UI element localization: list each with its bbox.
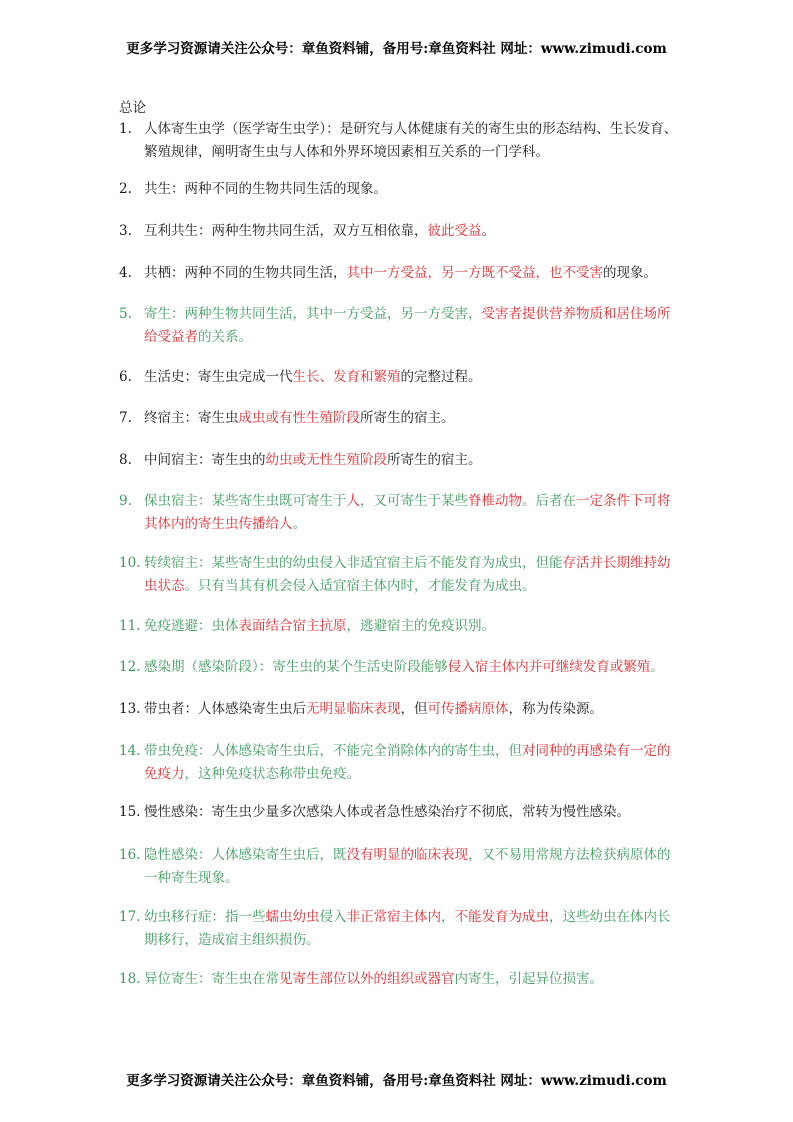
body-text: 终宿主：寄生虫 xyxy=(144,410,239,426)
highlight-text: 成虫或有性生殖阶段 xyxy=(238,410,360,426)
body-text: 隐性感染：人体感染寄生虫后，既 xyxy=(144,847,347,863)
body-text: 感染期（感染阶段）：寄生虫的某个生活史阶段能够 xyxy=(144,659,448,675)
item-text xyxy=(144,178,679,201)
highlight-text: 没有明显的临床表现 xyxy=(346,847,468,863)
list-item xyxy=(119,801,679,824)
body-text: 。后者在 xyxy=(522,493,576,509)
item-text xyxy=(144,801,679,824)
item-number: 1. xyxy=(119,121,132,137)
body-text: 侵入 xyxy=(319,909,347,925)
body-text: 。 xyxy=(650,659,664,675)
list-item xyxy=(119,844,679,890)
body-text: ，称为传染源。 xyxy=(508,701,603,717)
body-text: 寄生：两种生物共同生活，其中一方受益，另一方受害， xyxy=(144,306,482,322)
item-number: 10. xyxy=(119,555,141,571)
body-text: 转续宿主：某些寄生虫的幼虫侵入非适宜宿主后不能发育为成虫，但能 xyxy=(144,555,563,571)
highlight-text: 见寄生部位以外的组织或器官 xyxy=(279,971,455,987)
body-text: 人体寄生虫学（医学寄生虫学）：是研究与人体健康有关的寄生虫的形态结构、生长发育、繁殖规律，阐明寄生虫与人体和外界环境因素相互关系的一门学科。 xyxy=(144,121,678,160)
footer-banner: 更多学习资源请关注公众号：章鱼资料铺，备用号:章鱼资料社 网址：www.zimudi.com xyxy=(126,1073,667,1089)
body-text: 中间宿主：寄生虫的 xyxy=(144,452,266,468)
list-item xyxy=(119,490,679,536)
highlight-text: 可传播病原体 xyxy=(427,701,509,717)
list-item xyxy=(119,698,679,721)
item-number: 13. xyxy=(119,701,141,717)
body-text: ，又不易用常规方法检获病原体的一种寄生现象。 xyxy=(144,847,671,886)
body-text: ，但 xyxy=(400,701,428,717)
list-item xyxy=(119,968,679,991)
list-item xyxy=(119,615,679,638)
highlight-text: 对同种的再感染有一定的免疫力 xyxy=(144,743,671,782)
highlight-text: 无明显临床表现 xyxy=(306,701,401,717)
body-text: 互利共生：两种生物共同生活，双方互相依靠， xyxy=(144,223,428,239)
body-text: 异位寄生：寄生虫在常 xyxy=(144,971,279,987)
item-text xyxy=(144,262,679,285)
item-number: 8. xyxy=(119,452,132,468)
section-title: 总论 xyxy=(119,100,146,116)
body-text: 。只有当其有机会侵入适宜宿主体内时，才能发育为成虫。 xyxy=(184,578,536,594)
item-text xyxy=(144,490,679,536)
body-text: ，这些幼虫在体内长期移行，造成宿主组织损伤。 xyxy=(144,909,671,948)
body-text: 生活史：寄生虫完成一代 xyxy=(144,369,293,385)
item-number: 12. xyxy=(119,659,141,675)
list-item xyxy=(119,220,679,243)
body-text: 保虫宿主：某些寄生虫既可寄生于 xyxy=(144,493,347,509)
list-item xyxy=(119,366,679,389)
list-item xyxy=(119,178,679,201)
highlight-text: 人 xyxy=(346,493,360,509)
body-text: 免疫逃避：虫体 xyxy=(144,618,239,634)
list-item xyxy=(119,656,679,679)
item-number: 7. xyxy=(119,410,132,426)
body-text: 所寄生的宿主。 xyxy=(387,452,482,468)
body-text: ， xyxy=(441,909,455,925)
body-text: 慢性感染：寄生虫少量多次感染人体或者急性感染治疗不彻底，常转为慢性感染。 xyxy=(144,804,630,820)
body-text: 所寄生的宿主。 xyxy=(360,410,455,426)
body-text: 的关系。 xyxy=(198,329,252,345)
highlight-text: 非正常宿主体内 xyxy=(346,909,441,925)
highlight-text: 侵入宿主体内并可继续发育或繁殖 xyxy=(447,659,651,675)
item-text xyxy=(144,968,679,991)
list-item xyxy=(119,552,679,598)
highlight-text: 蠕虫幼虫 xyxy=(265,909,320,925)
item-number: 5. xyxy=(119,306,132,322)
list-item xyxy=(119,262,679,285)
list-item xyxy=(119,407,679,430)
item-text xyxy=(144,118,679,164)
item-text xyxy=(144,740,679,786)
highlight-text: 受害者提供营养物质和居住场所给受益者 xyxy=(144,306,671,345)
highlight-text: 脊椎动物 xyxy=(468,493,522,509)
body-text: ，又可寄生于某些 xyxy=(360,493,468,509)
item-number: 11. xyxy=(119,618,141,634)
body-text: 的完整过程。 xyxy=(400,369,482,385)
list-item xyxy=(119,118,679,164)
list-item xyxy=(119,449,679,472)
highlight-text: 一定条件下可将其体内的寄生虫传播给人 xyxy=(144,493,671,532)
item-text xyxy=(144,220,679,243)
item-number: 18. xyxy=(119,971,141,987)
highlight-text: 幼虫或无性生殖阶段 xyxy=(265,452,387,468)
list-item xyxy=(119,906,679,952)
item-number: 16. xyxy=(119,847,141,863)
highlight-text: 不能发育为成虫 xyxy=(454,909,549,925)
item-text xyxy=(144,449,679,472)
item-number: 15. xyxy=(119,804,141,820)
item-number: 3. xyxy=(119,223,132,239)
item-number: 6. xyxy=(119,369,132,385)
body-text: 内寄生，引起异位损害。 xyxy=(454,971,603,987)
body-text: 共栖：两种不同的生物共同生活， xyxy=(144,265,347,281)
highlight-text: 生长、发育和繁殖 xyxy=(292,369,401,385)
item-text xyxy=(144,407,679,430)
list-item xyxy=(119,303,679,349)
item-number: 9. xyxy=(119,493,132,509)
header-banner: 更多学习资源请关注公众号：章鱼资料铺，备用号:章鱼资料社 网址：www.zimudi.com xyxy=(126,41,667,57)
body-text: 的现象。 xyxy=(603,265,657,281)
item-text xyxy=(144,844,679,890)
item-text xyxy=(144,656,679,679)
highlight-text: 存活并长期维持幼虫状态 xyxy=(144,555,671,594)
body-text: 。 xyxy=(481,223,495,239)
body-text: ，逃避宿主的免疫识别。 xyxy=(346,618,495,634)
body-text: ，这种免疫状态称带虫免疫。 xyxy=(184,766,360,782)
item-text xyxy=(144,303,679,349)
highlight-text: 其中一方受益，另一方既不受益，也不受害 xyxy=(346,265,603,281)
item-number: 4. xyxy=(119,265,132,281)
body-text: 幼虫移行症：指一些 xyxy=(144,909,266,925)
item-text xyxy=(144,615,679,638)
item-text xyxy=(144,906,679,952)
body-text: 带虫者：人体感染寄生虫后 xyxy=(144,701,306,717)
item-number: 14. xyxy=(119,743,141,759)
item-text xyxy=(144,698,679,721)
body-text: 共生：两种不同的生物共同生活的现象。 xyxy=(144,181,387,197)
highlight-text: 彼此受益 xyxy=(427,223,482,239)
body-text: 带虫免疫：人体感染寄生虫后，不能完全消除体内的寄生虫，但 xyxy=(144,743,522,759)
item-number: 2. xyxy=(119,181,132,197)
item-number: 17. xyxy=(119,909,141,925)
item-text xyxy=(144,552,679,598)
list-item xyxy=(119,740,679,786)
body-text: 。 xyxy=(292,516,306,532)
item-text xyxy=(144,366,679,389)
highlight-text: 表面结合宿主抗原 xyxy=(238,618,347,634)
